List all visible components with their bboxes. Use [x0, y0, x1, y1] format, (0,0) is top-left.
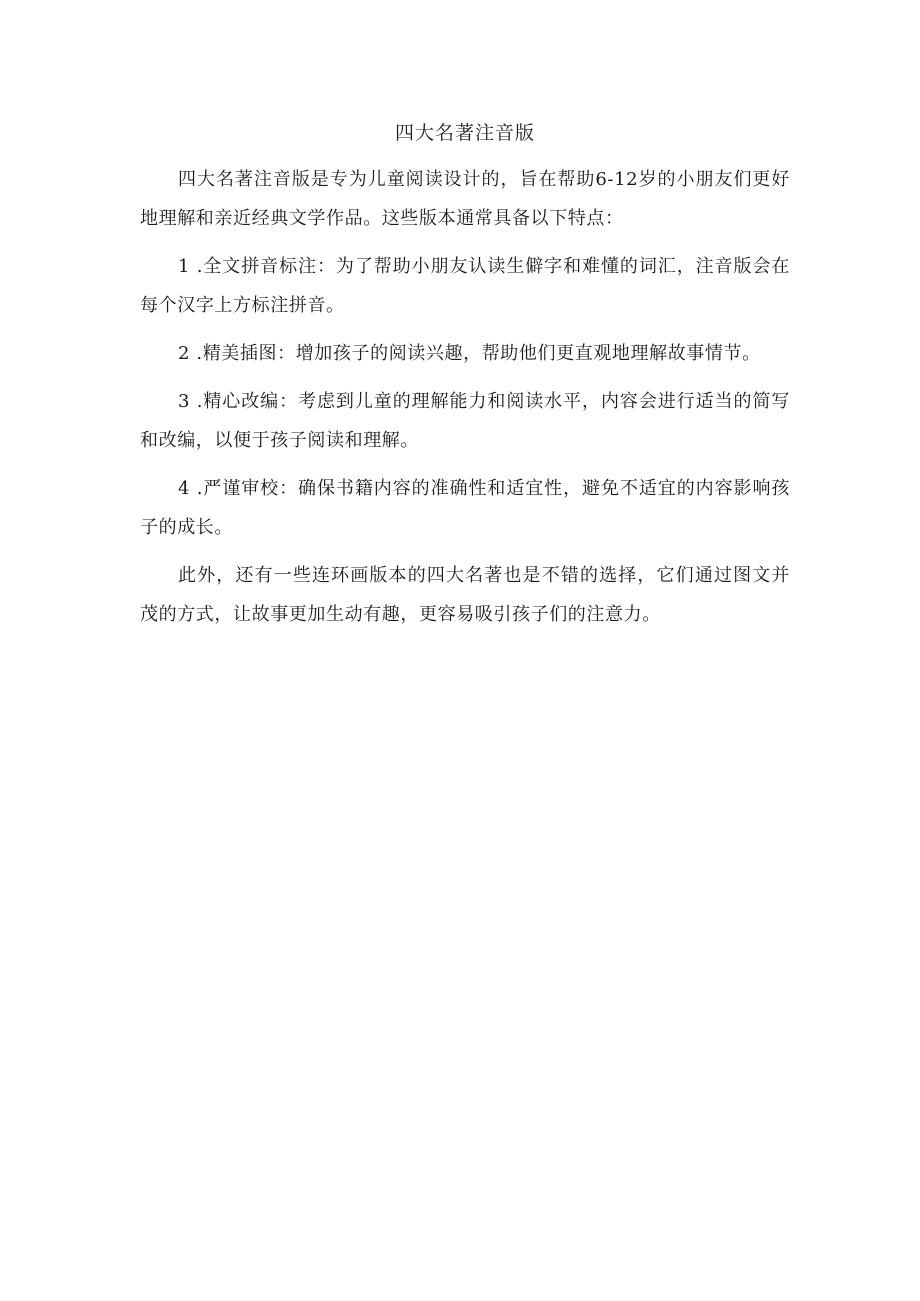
closing-paragraph: 此外，还有一些连环画版本的四大名著也是不错的选择，它们通过图文并茂的方式，让故事更加生动有趣，更容易吸引孩子们的注意力。 [140, 565, 790, 625]
feature-illustration-paragraph: 2 .精美插图：增加孩子的阅读兴趣，帮助他们更直观地理解故事情节。 [178, 343, 761, 364]
feature-pinyin-paragraph: 1 .全文拼音标注：为了帮助小朋友认读生僻字和难懂的词汇，注音版会在每个汉字上方标注拼音。 [140, 256, 790, 316]
intro-paragraph: 四大名著注音版是专为儿童阅读设计的，旨在帮助6-12岁的小朋友们更好地理解和亲近经典文学作品。这些版本通常具备以下特点： [140, 169, 790, 229]
feature-review-paragraph: 4 .严谨审校：确保书籍内容的准确性和适宜性，避免不适宜的内容影响孩子的成长。 [140, 478, 790, 538]
document-title: 四大名著注音版 [394, 122, 535, 144]
feature-adaptation-paragraph: 3 .精心改编：考虑到儿童的理解能力和阅读水平，内容会进行适当的简写和改编，以便于孩子阅读和理解。 [140, 391, 790, 451]
document-body [140, 114, 790, 643]
